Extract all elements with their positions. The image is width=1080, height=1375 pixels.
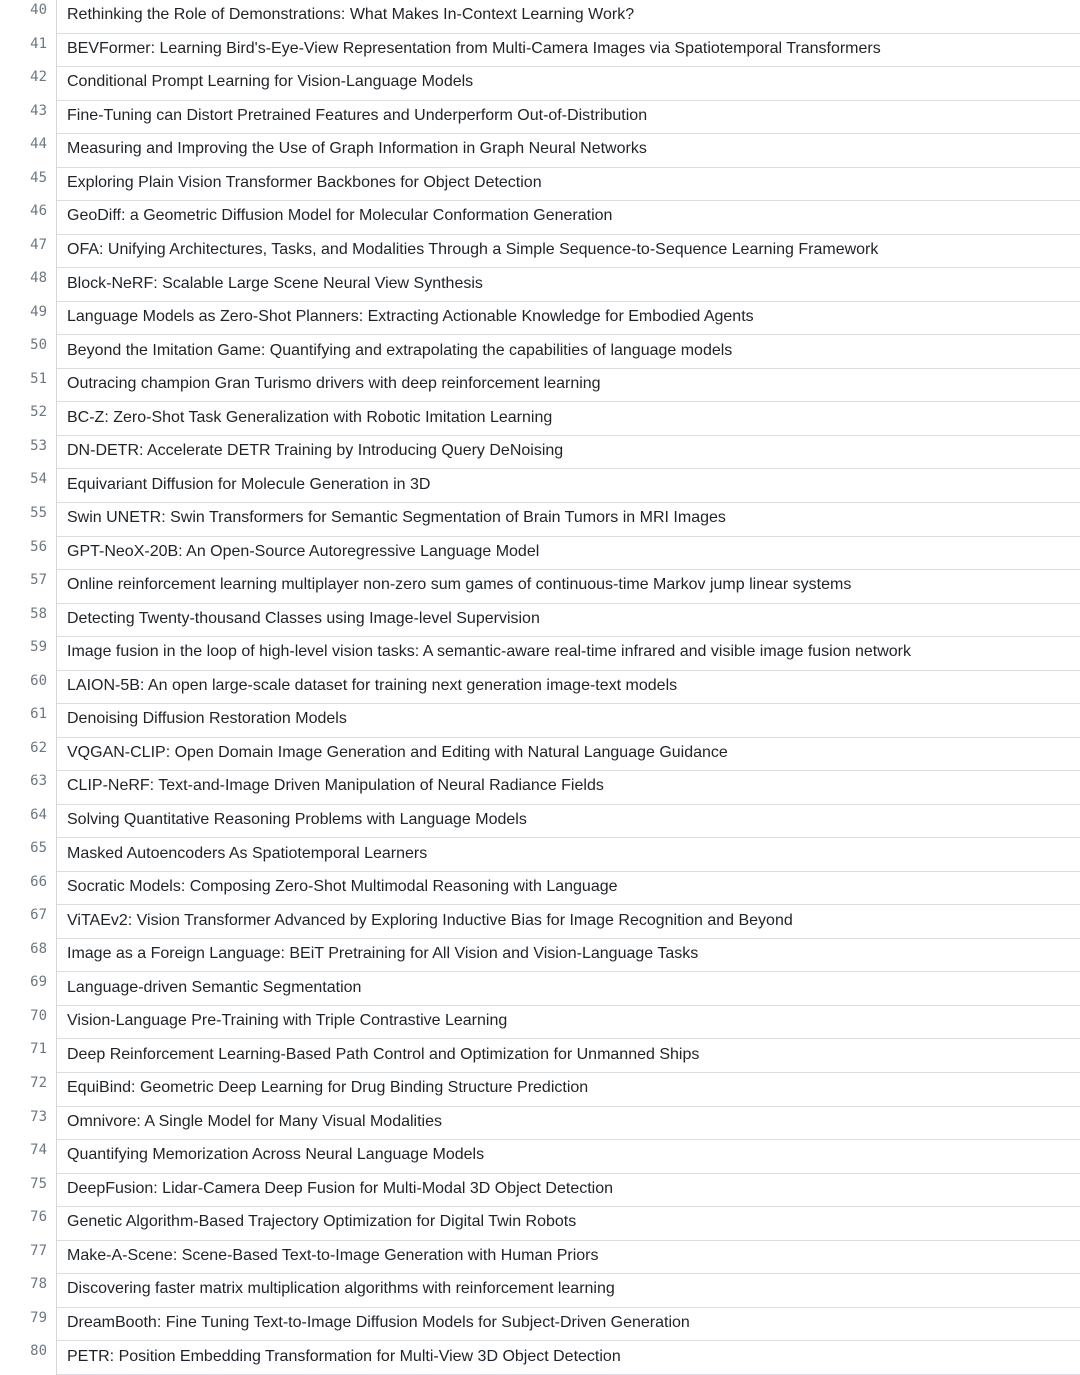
line-number[interactable]: 55: [0, 503, 57, 537]
line-number[interactable]: 58: [0, 604, 57, 638]
line-number[interactable]: 78: [0, 1274, 57, 1308]
table-row: [0, 1006, 1080, 1040]
table-row: [0, 1274, 1080, 1308]
table-row: [0, 939, 1080, 973]
line-number[interactable]: 47: [0, 235, 57, 269]
paper-title: EquiBind: Geometric Deep Learning for Drug Binding Structure Prediction: [57, 1073, 1080, 1107]
paper-title: Genetic Algorithm-Based Trajectory Optimization for Digital Twin Robots: [57, 1207, 1080, 1241]
table-row: [0, 503, 1080, 537]
table-row: [0, 805, 1080, 839]
table-row: [0, 469, 1080, 503]
line-number[interactable]: 70: [0, 1006, 57, 1040]
table-row: [0, 905, 1080, 939]
table-row: [0, 235, 1080, 269]
line-number[interactable]: 69: [0, 972, 57, 1006]
line-number[interactable]: 48: [0, 268, 57, 302]
paper-title: ViTAEv2: Vision Transformer Advanced by Exploring Inductive Bias for Image Recognition and Beyond: [57, 905, 1080, 939]
paper-title: Quantifying Memorization Across Neural Language Models: [57, 1140, 1080, 1174]
table-row: [0, 1107, 1080, 1141]
line-number[interactable]: 71: [0, 1039, 57, 1073]
table-row: [0, 771, 1080, 805]
paper-title: Beyond the Imitation Game: Quantifying and extrapolating the capabilities of language models: [57, 335, 1080, 369]
line-number[interactable]: 77: [0, 1241, 57, 1275]
paper-title: DreamBooth: Fine Tuning Text-to-Image Diffusion Models for Subject-Driven Generation: [57, 1308, 1080, 1342]
paper-title: Fine-Tuning can Distort Pretrained Features and Underperform Out-of-Distribution: [57, 101, 1080, 135]
line-number[interactable]: 65: [0, 838, 57, 872]
line-number[interactable]: 61: [0, 704, 57, 738]
line-number[interactable]: 75: [0, 1174, 57, 1208]
paper-title: Image as a Foreign Language: BEiT Pretraining for All Vision and Vision-Language Tasks: [57, 939, 1080, 973]
table-row: [0, 637, 1080, 671]
table-row: [0, 302, 1080, 336]
line-number[interactable]: 46: [0, 201, 57, 235]
table-row: [0, 168, 1080, 202]
table-row: [0, 1174, 1080, 1208]
table-row: [0, 604, 1080, 638]
paper-title: Language Models as Zero-Shot Planners: Extracting Actionable Knowledge for Embodied Agents: [57, 302, 1080, 336]
line-number[interactable]: 80: [0, 1341, 57, 1375]
table-row: [0, 1308, 1080, 1342]
paper-title: Masked Autoencoders As Spatiotemporal Learners: [57, 838, 1080, 872]
table-row: [0, 838, 1080, 872]
line-number[interactable]: 76: [0, 1207, 57, 1241]
paper-title: Exploring Plain Vision Transformer Backbones for Object Detection: [57, 168, 1080, 202]
table-row: [0, 402, 1080, 436]
line-number[interactable]: 68: [0, 939, 57, 973]
table-row: [0, 704, 1080, 738]
table-row: [0, 1341, 1080, 1375]
paper-title: Rethinking the Role of Demonstrations: What Makes In-Context Learning Work?: [57, 0, 1080, 34]
paper-title: GPT-NeoX-20B: An Open-Source Autoregressive Language Model: [57, 537, 1080, 571]
table-row: [0, 134, 1080, 168]
paper-title: Outracing champion Gran Turismo drivers with deep reinforcement learning: [57, 369, 1080, 403]
line-number[interactable]: 51: [0, 369, 57, 403]
line-number[interactable]: 63: [0, 771, 57, 805]
line-number[interactable]: 45: [0, 168, 57, 202]
table-row: [0, 335, 1080, 369]
line-number[interactable]: 41: [0, 34, 57, 68]
paper-title: Vision-Language Pre-Training with Triple Contrastive Learning: [57, 1006, 1080, 1040]
line-number[interactable]: 64: [0, 805, 57, 839]
table-row: [0, 671, 1080, 705]
paper-title: CLIP-NeRF: Text-and-Image Driven Manipulation of Neural Radiance Fields: [57, 771, 1080, 805]
table-row: [0, 738, 1080, 772]
paper-title: Solving Quantitative Reasoning Problems with Language Models: [57, 805, 1080, 839]
paper-title: GeoDiff: a Geometric Diffusion Model for Molecular Conformation Generation: [57, 201, 1080, 235]
line-number[interactable]: 43: [0, 101, 57, 135]
line-number[interactable]: 44: [0, 134, 57, 168]
paper-title: Deep Reinforcement Learning-Based Path Control and Optimization for Unmanned Ships: [57, 1039, 1080, 1073]
table-row: [0, 1207, 1080, 1241]
paper-title: Omnivore: A Single Model for Many Visual Modalities: [57, 1107, 1080, 1141]
paper-title: Online reinforcement learning multiplayer non-zero sum games of continuous-time Markov jump linear systems: [57, 570, 1080, 604]
table-row: [0, 972, 1080, 1006]
paper-title: Language-driven Semantic Segmentation: [57, 972, 1080, 1006]
line-number[interactable]: 56: [0, 537, 57, 571]
paper-title: VQGAN-CLIP: Open Domain Image Generation and Editing with Natural Language Guidance: [57, 738, 1080, 772]
line-number[interactable]: 73: [0, 1107, 57, 1141]
line-number[interactable]: 74: [0, 1140, 57, 1174]
table-row: [0, 1073, 1080, 1107]
table-row: [0, 101, 1080, 135]
paper-title: Image fusion in the loop of high-level vision tasks: A semantic-aware real-time infrared and visible image fusion network: [57, 637, 1080, 671]
line-number[interactable]: 66: [0, 872, 57, 906]
table-row: [0, 1140, 1080, 1174]
table-row: [0, 872, 1080, 906]
table-row: [0, 369, 1080, 403]
table-row: [0, 537, 1080, 571]
table-row: [0, 67, 1080, 101]
table-row: [0, 1241, 1080, 1275]
table-row: [0, 0, 1080, 34]
table-row: [0, 201, 1080, 235]
line-number[interactable]: 60: [0, 671, 57, 705]
paper-title: Block-NeRF: Scalable Large Scene Neural View Synthesis: [57, 268, 1080, 302]
line-number[interactable]: 49: [0, 302, 57, 336]
paper-title: OFA: Unifying Architectures, Tasks, and Modalities Through a Simple Sequence-to-Sequence Learning Framework: [57, 235, 1080, 269]
paper-title: LAION-5B: An open large-scale dataset for training next generation image-text models: [57, 671, 1080, 705]
line-number[interactable]: 62: [0, 738, 57, 772]
paper-title: DeepFusion: Lidar-Camera Deep Fusion for Multi-Modal 3D Object Detection: [57, 1174, 1080, 1208]
line-number[interactable]: 52: [0, 402, 57, 436]
line-number[interactable]: 53: [0, 436, 57, 470]
paper-title: BEVFormer: Learning Bird's-Eye-View Representation from Multi-Camera Images via Spatiotemporal Transformers: [57, 34, 1080, 68]
paper-title: PETR: Position Embedding Transformation for Multi-View 3D Object Detection: [57, 1341, 1080, 1375]
line-number[interactable]: 72: [0, 1073, 57, 1107]
table-row: [0, 268, 1080, 302]
paper-title: Swin UNETR: Swin Transformers for Semantic Segmentation of Brain Tumors in MRI Images: [57, 503, 1080, 537]
table-row: [0, 1039, 1080, 1073]
paper-title: Equivariant Diffusion for Molecule Generation in 3D: [57, 469, 1080, 503]
line-number[interactable]: 54: [0, 469, 57, 503]
line-number[interactable]: 67: [0, 905, 57, 939]
table-row: [0, 570, 1080, 604]
line-number[interactable]: 42: [0, 67, 57, 101]
line-number[interactable]: 59: [0, 637, 57, 671]
paper-title: Denoising Diffusion Restoration Models: [57, 704, 1080, 738]
paper-title: Discovering faster matrix multiplication algorithms with reinforcement learning: [57, 1274, 1080, 1308]
paper-title: BC-Z: Zero-Shot Task Generalization with Robotic Imitation Learning: [57, 402, 1080, 436]
paper-title: Conditional Prompt Learning for Vision-Language Models: [57, 67, 1080, 101]
paper-title: DN-DETR: Accelerate DETR Training by Introducing Query DeNoising: [57, 436, 1080, 470]
line-number[interactable]: 79: [0, 1308, 57, 1342]
table-row: [0, 34, 1080, 68]
paper-title: Socratic Models: Composing Zero-Shot Multimodal Reasoning with Language: [57, 872, 1080, 906]
paper-title: Make-A-Scene: Scene-Based Text-to-Image Generation with Human Priors: [57, 1241, 1080, 1275]
line-number[interactable]: 50: [0, 335, 57, 369]
table-row: [0, 436, 1080, 470]
line-number[interactable]: 40: [0, 0, 57, 34]
line-number[interactable]: 57: [0, 570, 57, 604]
paper-title: Detecting Twenty-thousand Classes using Image-level Supervision: [57, 604, 1080, 638]
paper-title: Measuring and Improving the Use of Graph Information in Graph Neural Networks: [57, 134, 1080, 168]
